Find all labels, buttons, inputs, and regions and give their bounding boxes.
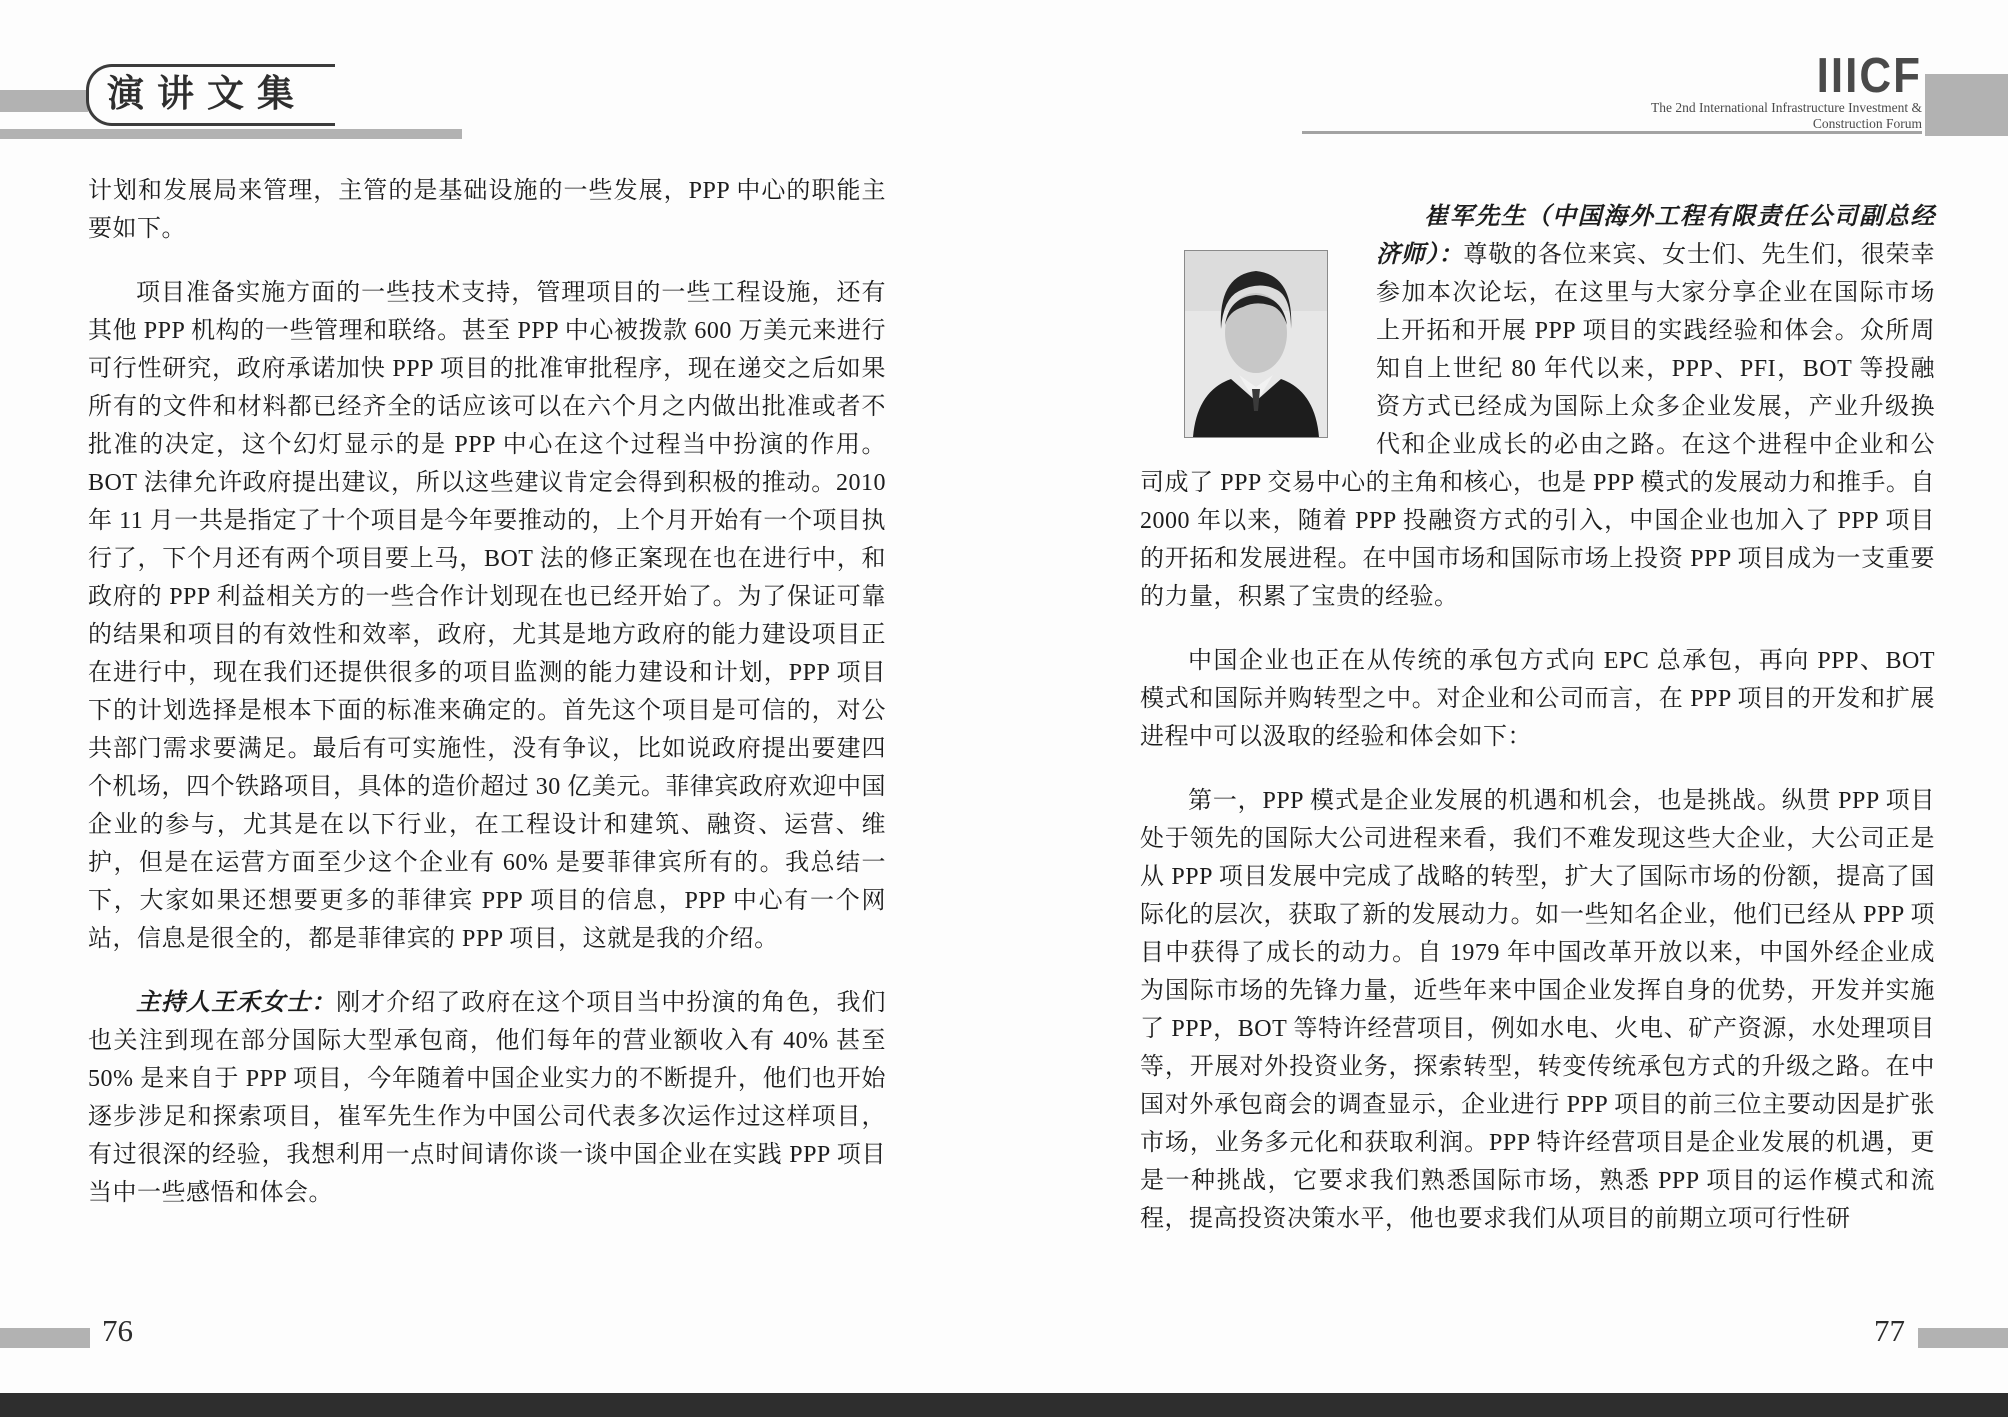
- paragraph: [1140, 642, 1935, 756]
- paragraph-text: 计划和发展局来管理，主管的是基础设施的一些发展，PPP 中心的职能主要如下。: [88, 178, 886, 242]
- paragraph-text: 项目准备实施方面的一些技术支持，管理项目的一些工程设施，还有其他 PPP 机构的一些管理和联络。甚至 PPP 中心被拨款 600 万美元来进行可行性研究，政府承诺加快 PPP 项目的批准审批程序，现在递交之后如果所有的文件和材料都已经齐全的话应该可以在六个月之内做出批准或者不批准的决定，这个幻灯显示的是 PPP 中心在这个过程当中扮演的作用。BOT 法律允许政府提出建议，所以这些建议肯定会得到积极的推动。2010 年 11 月一共是指定了十个项目是今年要推动的，上个月开始有一个项目执行了，下个月还有两个项目要上马，BOT 法的修正案现在也在进行中，和政府的 PPP 利益相关方的一些合作计划现在也已经开始了。为了保证可靠的结果和项目的有效性和效率，政府，尤其是地方政府的能力建设项目正在进行中，现在我们还提供很多的项目监测的能力建设和计划，PPP 项目下的计划选择是根本下面的标准来确定的。首先这个项目是可信的，对公共部门需求要满足。最后有可实施性，没有争议，比如说政府提出要建四个机场，四个铁路项目，具体的造价超过 30 亿美元。菲律宾政府欢迎中国企业的参与，尤其是在以下行业，在工程设计和建筑、融资、运营、维护，但是在运营方面至少这个企业有 60% 是要菲律宾所有的。我总结一下，大家如果还想要更多的菲律宾 PPP 项目的信息，PPP 中心有一个网站，信息是很全的，都是菲律宾的 PPP 项目，这就是我的介绍。: [88, 280, 886, 952]
- paragraph-text: 尊敬的各位来宾、女士们、先生们，很荣幸参加本次论坛，在这里与大家分享企业在国际市场上开拓和开展 PPP 项目的实践经验和体会。众所周知自上世纪 80 年代以来，PPP、PFI，BOT 等投融资方式已经成为国际上众多企业发展，产业升级换代和企业成长的必由之路。在这个进程中企业和公司成了 PPP 交易中心的主角和核心，也是 PPP 模式的发展动力和推手。自 2000 年以来，随着 PPP 投融资方式的引入，中国企业也加入了 PPP 项目的开拓和发展进程。在中国市场和国际市场上投资 PPP 项目成为一支重要的力量，积累了宝贵的经验。: [1140, 242, 1936, 610]
- forum-logo-acronym: IIICF: [1816, 48, 1922, 104]
- series-title: 演讲文集: [107, 73, 307, 114]
- speaker-portrait: [1184, 250, 1328, 438]
- speaker-name: 主持人王禾女士：: [136, 990, 337, 1016]
- paragraph: [88, 172, 886, 248]
- paragraph: [88, 984, 886, 1212]
- header-right-gray-block: [1925, 74, 2008, 136]
- forum-logo-subtitle-line1: The 2nd International Infrastructure Investment &: [1650, 100, 1922, 115]
- paragraph: [1140, 782, 1935, 1238]
- paragraph: [88, 274, 886, 958]
- paragraph: [1140, 198, 1935, 616]
- speaker-portrait-image: [1185, 251, 1327, 437]
- bottom-edge-strip: [0, 1393, 2008, 1417]
- header-rule: [1302, 131, 1922, 134]
- left-page-number: 76: [102, 1313, 133, 1348]
- header-left-gray-bar: [0, 90, 88, 112]
- forum-logo: [1650, 48, 1922, 132]
- speaker-name: 崔军先生（中国海外工程有限责任公司副总经济师）：: [1376, 204, 1935, 268]
- footer-right-gray-bar: [1918, 1328, 2008, 1348]
- footer-left-gray-bar: [0, 1328, 90, 1348]
- header-title-underline: [0, 129, 462, 139]
- paragraph-text: 中国企业也正在从传统的承包方式向 EPC 总承包，再向 PPP、BOT 模式和国际并购转型之中。对企业和公司而言，在 PPP 项目的开发和扩展进程中可以汲取的经验和体会如下：: [1140, 648, 1935, 750]
- paragraph-text: 第一，PPP 模式是企业发展的机遇和机会，也是挑战。纵贯 PPP 项目处于领先的国际大公司进程来看，我们不难发现这些大企业，大公司正是从 PPP 项目发展中完成了战略的转型，扩大了国际市场的份额，提高了国际化的层次，获取了新的发展动力。如一些知名企业，他们已经从 PPP 项目中获得了成长的动力。自 1979 年中国改革开放以来，中国外经企业成为国际市场的先锋力量，近些年来中国企业发挥自身的优势，开发并实施了 PPP，BOT 等特许经营项目，例如水电、火电、矿产资源，水处理项目等，开展对外投资业务，探索转型，转变传统承包方式的升级之路。在中国对外承包商会的调查显示，企业进行 PPP 项目的前三位主要动因是扩张市场，业务多元化和获取利润。PPP 特许经营项目是企业发展的机遇，更是一种挑战，它要求我们熟悉国际市场，熟悉 PPP 项目的运作模式和流程，提高投资决策水平，他也要求我们从项目的前期立项可行性研: [1140, 788, 1935, 1232]
- right-page-number: 77: [1874, 1313, 1905, 1348]
- left-page-text-column: [88, 172, 886, 1212]
- paragraph-text: 刚才介绍了政府在这个项目当中扮演的角色，我们也关注到现在部分国际大型承包商，他们每年的营业额收入有 40% 甚至 50% 是来自于 PPP 项目，今年随着中国企业实力的不断提升，他们也开始逐步涉足和探索项目，崔军先生作为中国公司代表多次运作过这样项目，有过很深的经验，我想利用一点时间请你谈一谈中国企业在实践 PPP 项目当中一些感悟和体会。: [88, 990, 887, 1206]
- series-title-box: [86, 64, 335, 126]
- forum-logo-subtitle-line2: Construction Forum: [1812, 116, 1922, 131]
- right-page-text-column: [1140, 198, 1935, 1238]
